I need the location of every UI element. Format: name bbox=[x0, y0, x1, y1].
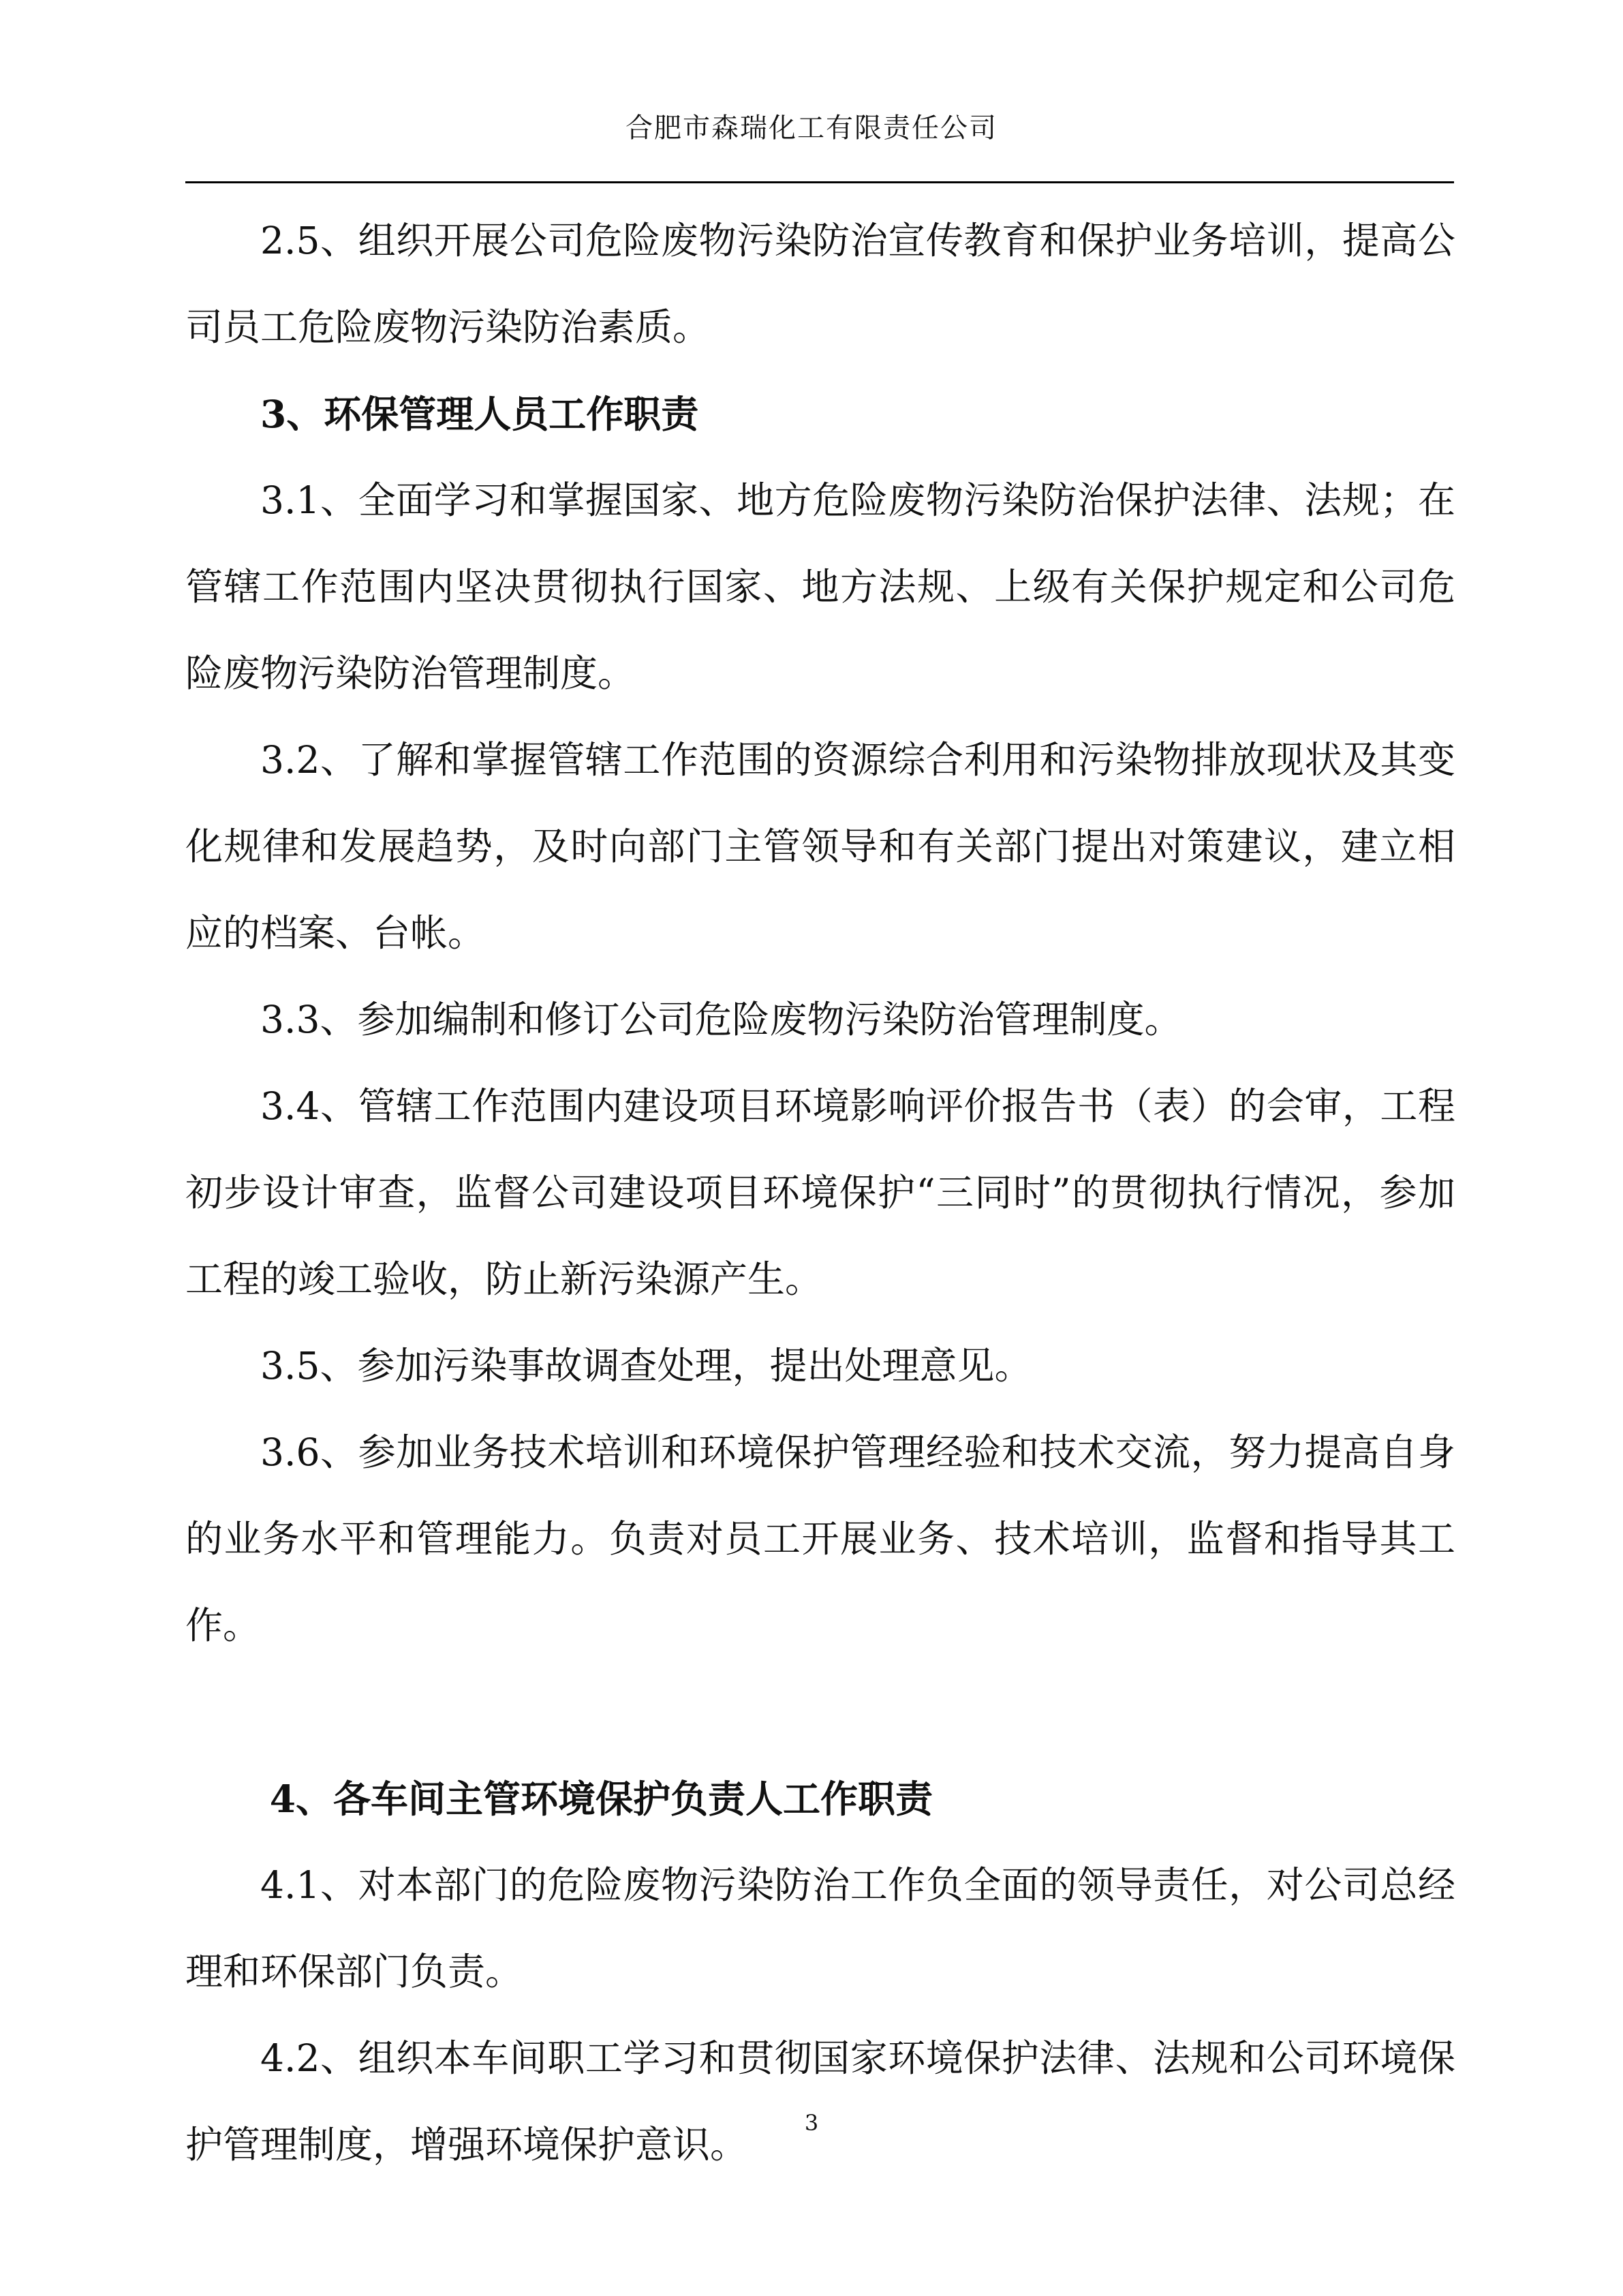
section-heading-4: 4、各车间主管环境保护负责人工作职责 bbox=[269, 1777, 933, 1821]
page-number: 3 bbox=[804, 2110, 819, 2136]
paragraph-3-6: 3.6、参加业务技术培训和环境保护管理经验和技术交流，努力提高自身的业务水平和管理能力。负责对员工开展业务、技术培训，监督和指导其工作。 bbox=[185, 1430, 1455, 1647]
paragraph-4-1: 4.1、对本部门的危险废物污染防治工作负全面的领导责任，对公司总经理和环保部门负责。 bbox=[185, 1863, 1455, 1993]
page-header-company: 合肥市森瑞化工有限责任公司 bbox=[625, 112, 998, 144]
paragraph-3-4: 3.4、管辖工作范围内建设项目环境影响评价报告书（表）的会审，工程初步设计审查，监督公司建设项目环境保护“三同时”的贯彻执行情况，参加工程的竣工验收，防止新污染源产生。 bbox=[185, 1084, 1455, 1301]
header-rule bbox=[185, 181, 1454, 183]
section-heading-3: 3、环保管理人员工作职责 bbox=[260, 392, 699, 436]
paragraph-3-1: 3.1、全面学习和掌握国家、地方危险废物污染防治保护法律、法规；在管辖工作范围内坚决贯彻执行国家、地方法规、上级有关保护规定和公司危险废物污染防治管理制度。 bbox=[185, 478, 1455, 695]
paragraph-4-2: 4.2、组织本车间职工学习和贯彻国家环境保护法律、法规和公司环境保护管理制度，增强环境保护意识。 bbox=[185, 2036, 1455, 2167]
section-spacer bbox=[185, 1669, 1455, 1756]
document-body bbox=[185, 198, 1455, 2188]
paragraph-2-5: 2.5、组织开展公司危险废物污染防治宣传教育和保护业务培训，提高公司员工危险废物污染防治素质。 bbox=[185, 219, 1455, 349]
paragraph-3-2: 3.2、了解和掌握管辖工作范围的资源综合利用和污染物排放现状及其变化规律和发展趋势，及时向部门主管领导和有关部门提出对策建议，建立相应的档案、台帐。 bbox=[185, 738, 1455, 955]
paragraph-3-5: 3.5、参加污染事故调查处理，提出处理意见。 bbox=[260, 1344, 1032, 1388]
paragraph-3-3: 3.3、参加编制和修订公司危险废物污染防治管理制度。 bbox=[260, 998, 1182, 1041]
